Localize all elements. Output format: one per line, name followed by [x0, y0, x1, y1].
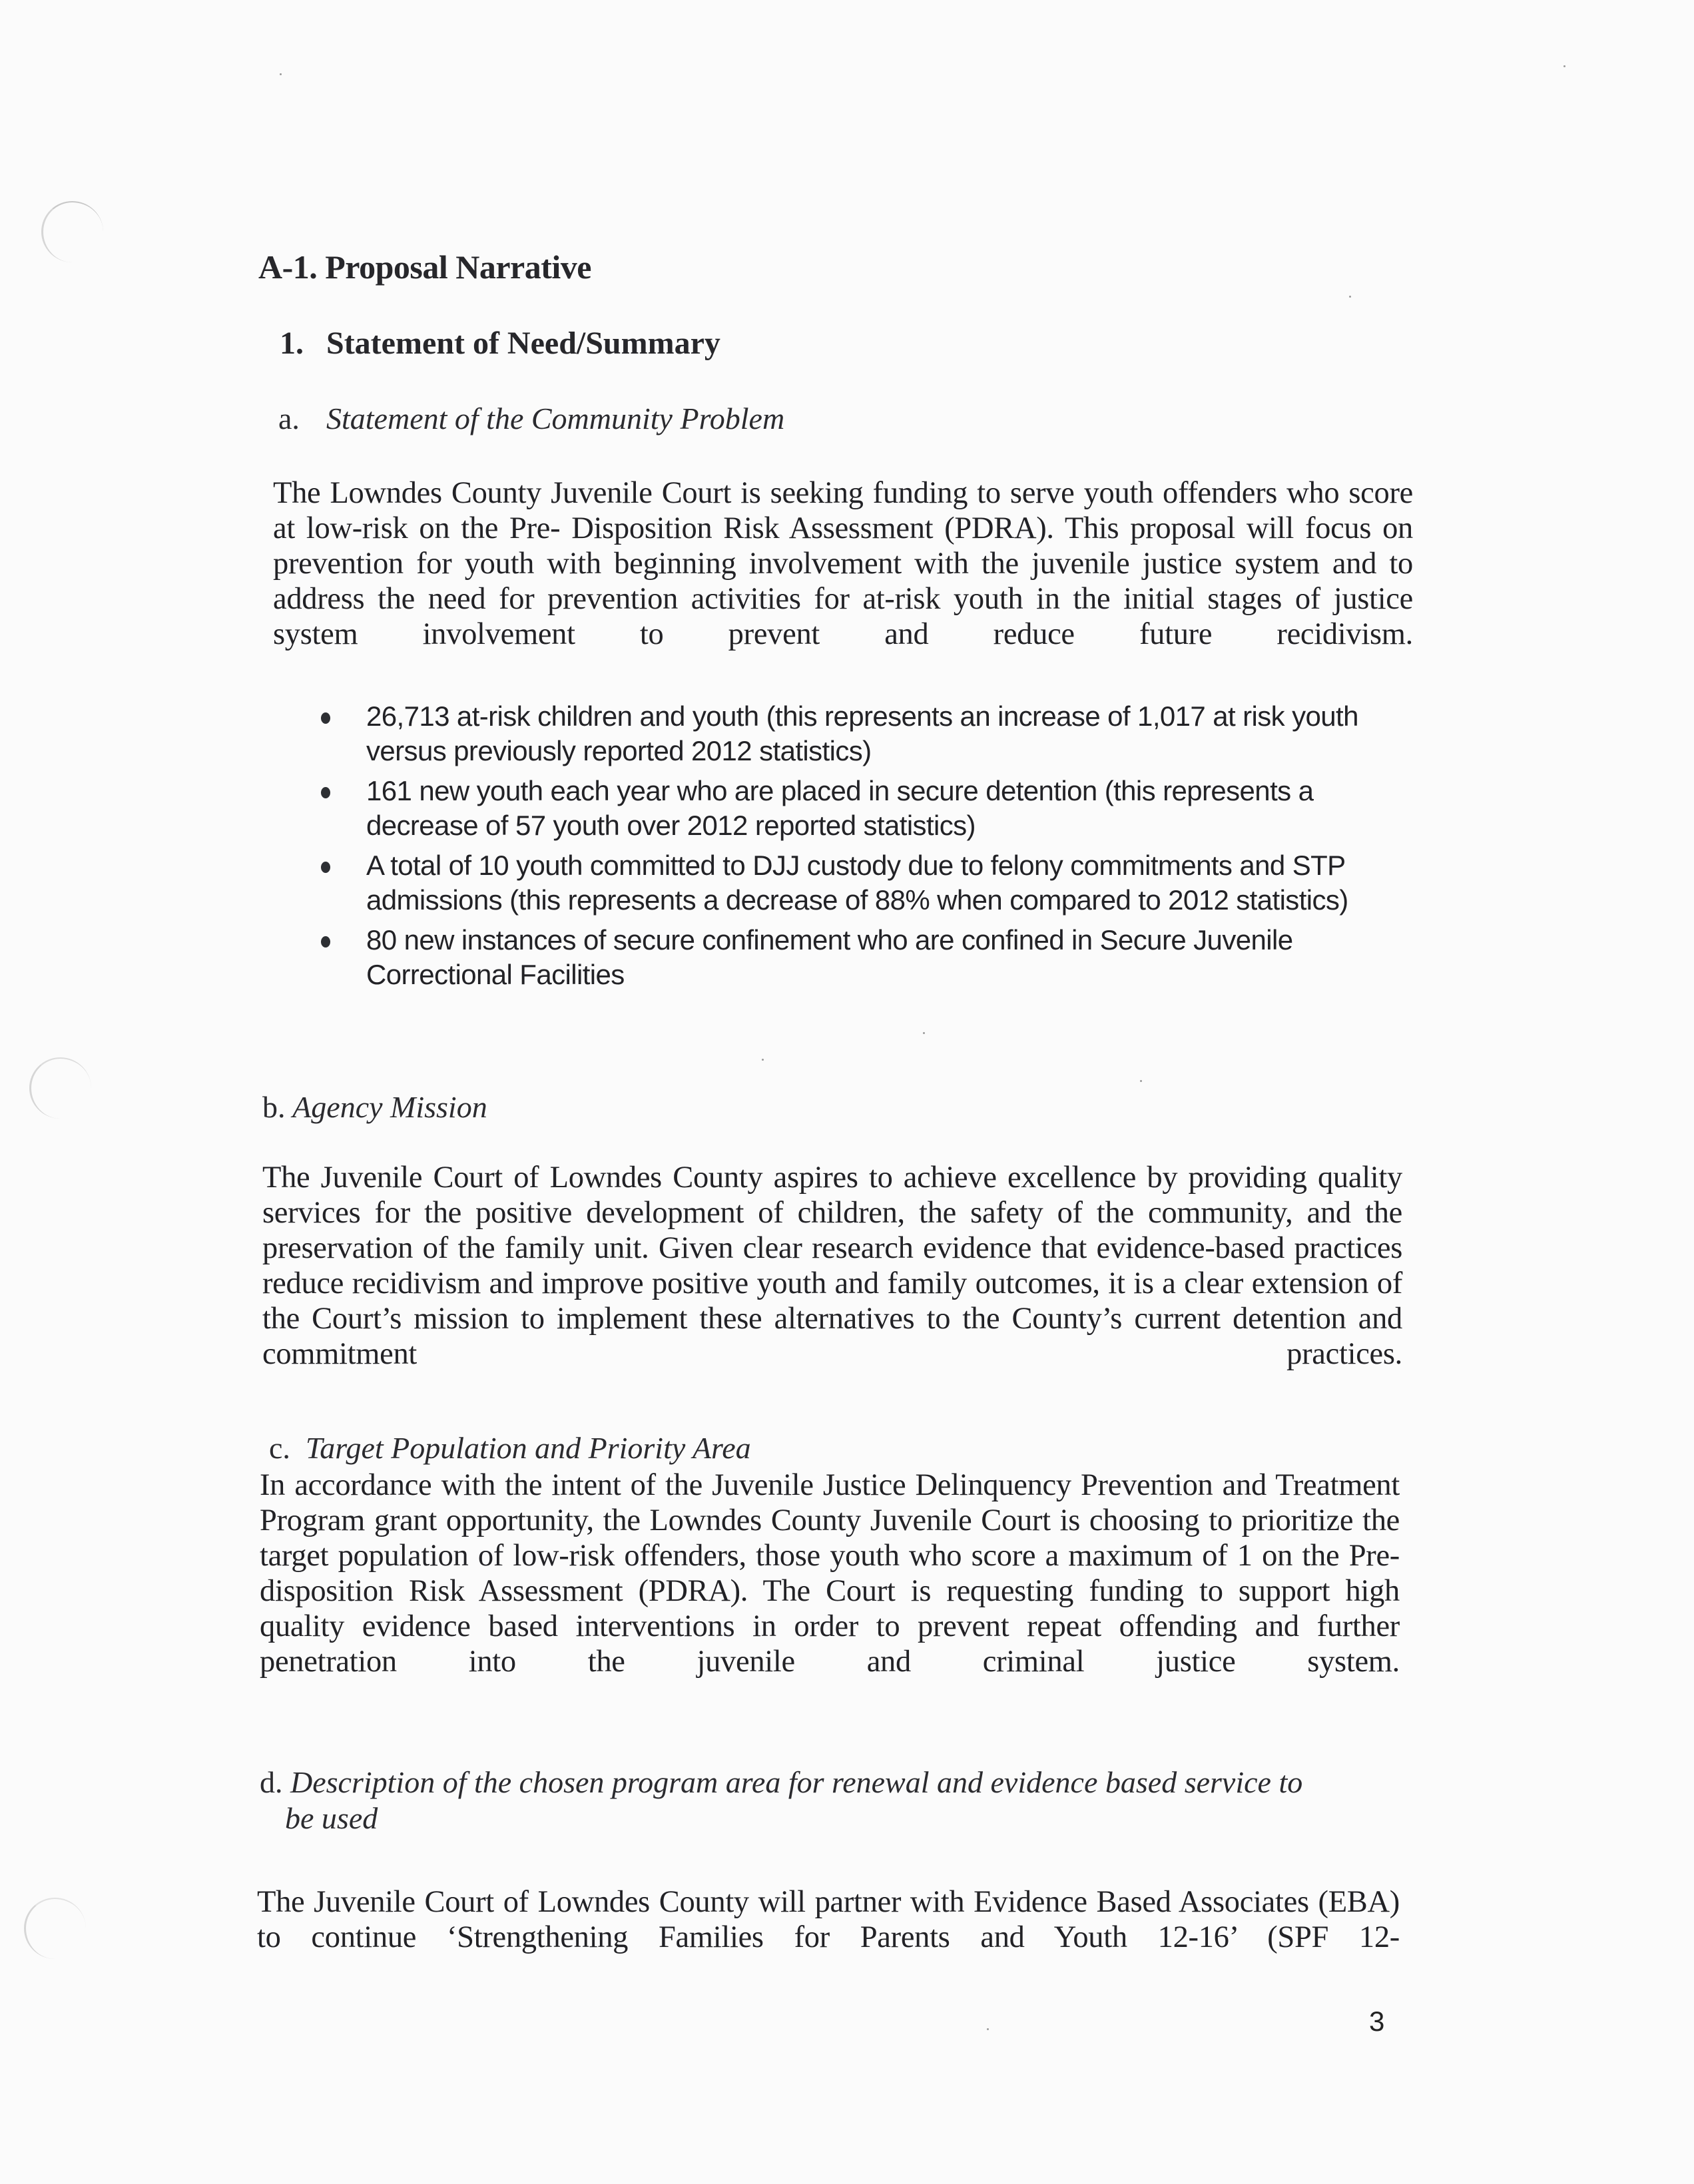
bullet-icon — [321, 787, 330, 798]
community-problem-paragraph: The Lowndes County Juvenile Court is seeking funding to serve youth offenders who score at low-risk on the Pre- Disposition Risk Assessment (PDRA). This proposal will focus on prevention for youth with beginning involvement with the juvenile justice system and to address the need for prevention activities for at-risk youth in the initial stages of justice system involvement to prevent and reduce future recidivism. — [273, 476, 1413, 651]
subsection-title: Statement of the Community Problem — [326, 402, 785, 435]
bullet-text: 161 new youth each year who are placed in secure detention (this represents a decrease of 57 youth over 2012 reported statistics) — [366, 775, 1314, 841]
list-item — [313, 923, 1418, 992]
subsection-label: b. — [262, 1090, 286, 1124]
bullet-icon — [321, 862, 330, 873]
scan-speck — [923, 1032, 925, 1034]
binder-hole-mark — [41, 201, 103, 262]
section-number: 1. — [280, 326, 304, 361]
list-item — [313, 774, 1418, 843]
document-title: A-1. Proposal Narrative — [258, 248, 591, 286]
subsection-heading-b — [262, 1089, 487, 1125]
section-heading — [280, 325, 720, 362]
agency-mission-paragraph: The Juvenile Court of Lowndes County aspires to achieve excellence by providing quality services for the positive development of children, the safety of the community, and the preservation of the family unit. Given clear research evidence that evidence-based practices reduce recidivism and improve positive youth and family outcomes, it is a clear extension of the Court’s mission to implement these alternatives to the County’s current detention and commitment practices. — [262, 1161, 1402, 1371]
bullet-text: A total of 10 youth committed to DJJ custody due to felony commitments and STP admissions (this represents a decrease of 88% when compared to 2012 statistics) — [366, 850, 1348, 916]
section-title: Statement of Need/Summary — [326, 326, 720, 361]
binder-hole-mark — [29, 1057, 91, 1119]
subsection-label: a. — [278, 402, 300, 435]
subsection-heading-c — [269, 1430, 751, 1466]
subsection-title: Agency Mission — [292, 1090, 487, 1124]
bullet-text: 26,713 at-risk children and youth (this represents an increase of 1,017 at risk youth versus previously reported 2012 statistics) — [366, 700, 1358, 766]
subsection-label: d. — [260, 1765, 283, 1799]
scan-speck — [987, 2028, 989, 2030]
subsection-label: c. — [269, 1431, 290, 1465]
binder-hole-mark — [24, 1898, 86, 1959]
statistics-bullet-list — [313, 699, 1418, 997]
scan-speck — [1349, 296, 1351, 298]
subsection-title: Description of the chosen program area for renewal and evidence based service to — [290, 1765, 1303, 1799]
scan-speck — [1563, 65, 1565, 67]
subsection-title: Target Population and Priority Area — [305, 1431, 751, 1465]
subsection-heading-a — [278, 401, 784, 436]
scan-speck — [280, 73, 282, 75]
scan-speck — [1140, 1080, 1142, 1082]
bullet-icon — [321, 936, 330, 948]
scan-speck — [762, 1059, 764, 1061]
subsection-title-continued: be used — [285, 1801, 378, 1835]
target-population-paragraph: In accordance with the intent of the Juvenile Justice Delinquency Prevention and Treatment Program grant opportunity, the Lowndes County Juvenile Court is choosing to prioritize the target population of low-risk offenders, those youth who score a maximum of 1 on the Pre-disposition Risk Assessment (PDRA). The Court is requesting funding to support high quality evidence based interventions in order to prevent repeat offending and further penetration into the juvenile and criminal justice system. — [260, 1468, 1400, 1679]
list-item — [313, 699, 1418, 768]
program-description-paragraph: The Juvenile Court of Lowndes County will partner with Evidence Based Associates (EBA) to continue ‘Strengthening Families for Parents and Youth 12-16’ (SPF 12- — [257, 1885, 1400, 1954]
page-number: 3 — [1369, 2006, 1385, 2037]
bullet-icon — [321, 712, 330, 724]
subsection-heading-d — [260, 1765, 1392, 1836]
list-item — [313, 848, 1418, 918]
bullet-text: 80 new instances of secure confinement who are confined in Secure Juvenile Correctional Facilities — [366, 924, 1293, 990]
